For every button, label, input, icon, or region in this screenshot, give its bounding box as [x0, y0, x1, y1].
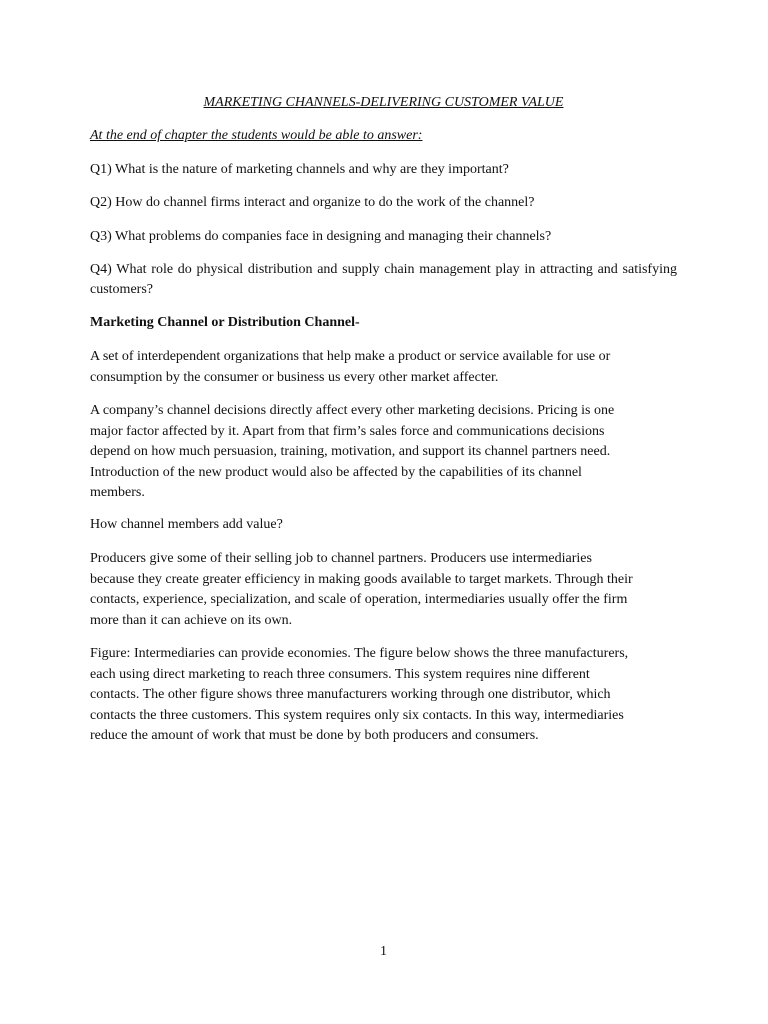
- paragraph-definition: [90, 347, 677, 388]
- paragraph-line: Figure: Intermediaries can provide economies. The figure below shows the three manufacturers,: [90, 646, 629, 661]
- document-page: [90, 0, 677, 1024]
- paragraph-intermediaries: [90, 549, 677, 631]
- paragraph-line: contacts. The other figure shows three manufacturers working through one distributor, which: [90, 687, 611, 702]
- paragraph-line: contacts the three customers. This system requires only six contacts. In this way, intermediaries: [90, 707, 624, 723]
- document-title: MARKETING CHANNELS-DELIVERING CUSTOMER VALUE: [203, 95, 564, 110]
- paragraph-line: because they create greater efficiency in making goods available to target markets. Through their: [90, 571, 633, 587]
- paragraph-line: reduce the amount of work that must be done by both producers and consumers.: [90, 728, 539, 743]
- paragraph-line: major factor affected by it. Apart from that firm’s sales force and communications decisions: [90, 423, 605, 439]
- paragraph-line: contacts, experience, specialization, and scale of operation, intermediaries usually offer the firm: [90, 592, 628, 607]
- paragraph-line: Introduction of the new product would also be affected by the capabilities of its channel: [90, 464, 582, 480]
- paragraph-line: How channel members add value?: [90, 517, 283, 532]
- paragraph-line: each using direct marketing to reach three consumers. This system requires nine different: [90, 666, 590, 682]
- paragraph-line: Producers give some of their selling job to channel partners. Producers use intermediaries: [90, 551, 592, 566]
- paragraph-channel-decisions: [90, 401, 677, 504]
- question-1: Q1) What is the nature of marketing channels and why are they important?: [90, 162, 509, 177]
- paragraph-line: A company’s channel decisions directly affect every other marketing decisions. Pricing is one: [90, 403, 615, 418]
- question-4: Q4) What role do physical distribution and supply chain management play in attracting and satisfying customers?: [90, 262, 677, 297]
- objectives-subheading: At the end of chapter the students would be able to answer:: [90, 128, 423, 143]
- page-number: 1: [380, 944, 387, 959]
- paragraph-line: members.: [90, 485, 145, 500]
- paragraph-add-value-question: [90, 515, 677, 536]
- paragraph-line: more than it can achieve on its own.: [90, 612, 293, 628]
- question-2: Q2) How do channel firms interact and organize to do the work of the channel?: [90, 195, 535, 210]
- paragraph-line: A set of interdependent organizations that help make a product or service available for use or: [90, 349, 611, 364]
- question-3: Q3) What problems do companies face in designing and managing their channels?: [90, 229, 552, 244]
- paragraph-line: consumption by the consumer or business us every other market affecter.: [90, 369, 499, 385]
- paragraph-line: depend on how much persuasion, training, motivation, and support its channel partners need.: [90, 444, 611, 459]
- paragraph-figure-description: [90, 644, 677, 747]
- section-heading: Marketing Channel or Distribution Channel-: [90, 315, 360, 330]
